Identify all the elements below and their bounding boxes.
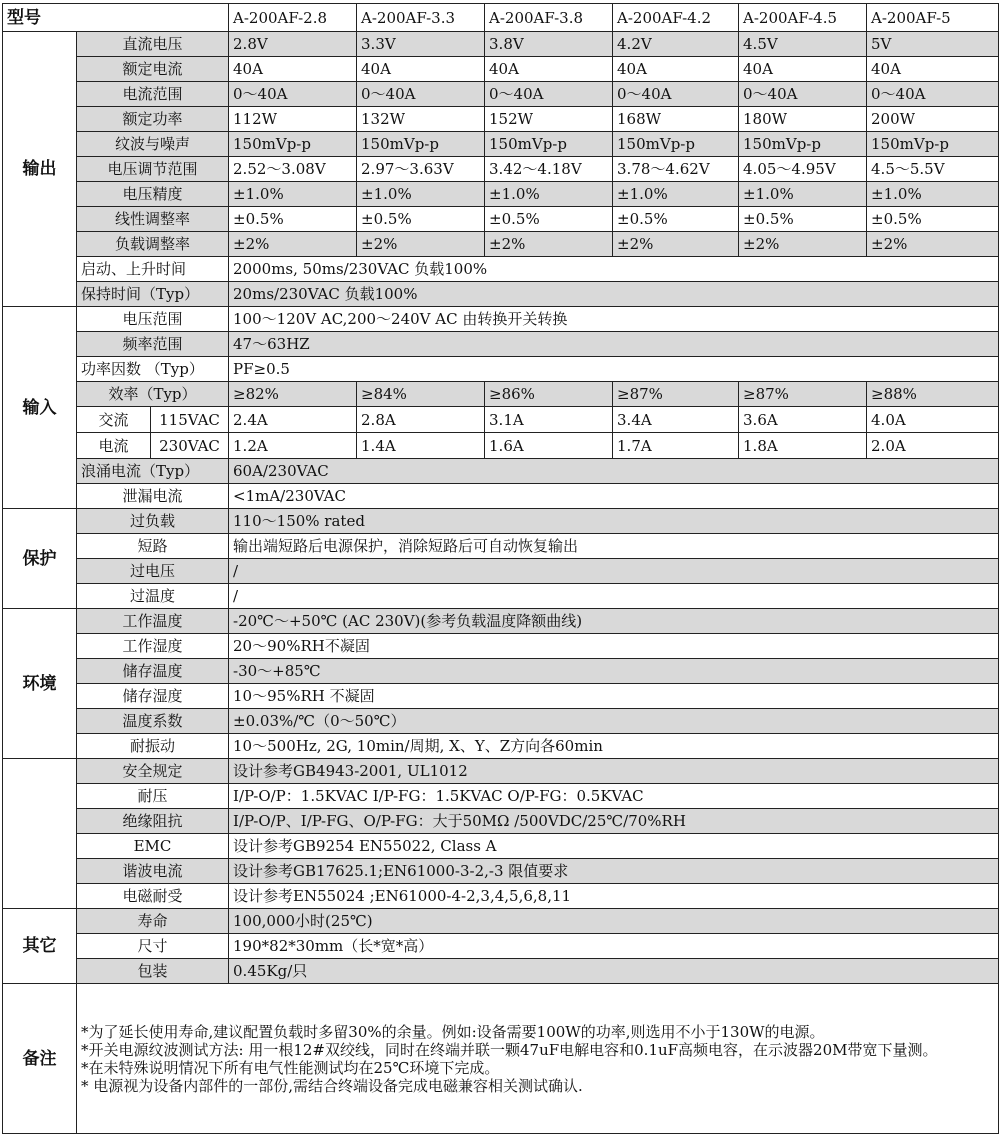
table-row [3,984,999,1134]
value-cell: 40A [357,57,485,82]
value-cell: 设计参考EN55024 ;EN61000-4-2,3,4,5,6,8,11 [229,884,999,909]
table-row [3,634,999,659]
table-row [3,82,999,107]
value-cell: 150mVp-p [867,132,999,157]
model-header: A-200AF-5 [867,4,999,32]
row-label: 交流 [77,407,151,433]
value-cell: 10～500Hz, 2G, 10min/周期, X、Y、Z方向各60min [229,734,999,759]
table-row [3,609,999,634]
value-cell: 2.4A [229,407,357,433]
row-label: 安全规定 [77,759,229,784]
value-cell: 2.0A [867,433,999,459]
row-label: 储存湿度 [77,684,229,709]
model-header: A-200AF-4.5 [739,4,867,32]
table-row [3,32,999,57]
row-label: 230VAC [151,433,229,459]
value-cell: ±1.0% [229,182,357,207]
value-cell: 1.4A [357,433,485,459]
section-label-input: 输入 [3,307,77,509]
row-label: 效率（Typ） [77,382,229,407]
value-cell: I/P-O/P、I/P-FG、O/P-FG：大于50MΩ /500VDC/25℃/70%RH [229,809,999,834]
value-cell: ±0.5% [485,207,613,232]
table-row [3,407,999,433]
table-row [3,509,999,534]
model-header: A-200AF-3.3 [357,4,485,32]
table-row [3,132,999,157]
value-cell: 40A [739,57,867,82]
table-row [3,4,999,32]
value-cell: 0～40A [867,82,999,107]
row-label: 启动、上升时间 [77,257,229,282]
row-label: 过负载 [77,509,229,534]
section-label-protection: 保护 [3,509,77,609]
value-cell: ±2% [739,232,867,257]
value-cell: 100～120V AC,200～240V AC 由转换开关转换 [229,307,999,332]
value-cell: 200W [867,107,999,132]
row-label: 电流 [77,433,151,459]
value-cell: ±2% [613,232,739,257]
value-cell: 1.7A [613,433,739,459]
table-row [3,459,999,484]
value-cell: 40A [229,57,357,82]
value-cell: 40A [867,57,999,82]
value-cell: 5V [867,32,999,57]
table-row [3,759,999,784]
value-cell: 60A/230VAC [229,459,999,484]
row-label: 额定电流 [77,57,229,82]
notes-cell [77,984,999,1134]
table-row [3,909,999,934]
row-label: 寿命 [77,909,229,934]
row-label: 绝缘阻抗 [77,809,229,834]
value-cell: 2.97～3.63V [357,157,485,182]
value-cell: 3.6A [739,407,867,433]
value-cell: PF≥0.5 [229,357,999,382]
spec-table-body [3,4,999,1134]
table-row [3,559,999,584]
value-cell: ≥84% [357,382,485,407]
value-cell: 20～90%RH不凝固 [229,634,999,659]
value-cell: ±1.0% [485,182,613,207]
row-label: 电流范围 [77,82,229,107]
value-cell: 0～40A [613,82,739,107]
value-cell: 150mVp-p [485,132,613,157]
table-row [3,307,999,332]
value-cell: ±0.5% [613,207,739,232]
value-cell: 3.8V [485,32,613,57]
value-cell: 2.8V [229,32,357,57]
table-row [3,484,999,509]
value-cell: 3.3V [357,32,485,57]
value-cell: ±0.5% [867,207,999,232]
value-cell: 3.78～4.62V [613,157,739,182]
table-row [3,959,999,984]
value-cell: 2000ms, 50ms/230VAC 负载100% [229,257,999,282]
value-cell: 3.1A [485,407,613,433]
model-header: A-200AF-2.8 [229,4,357,32]
row-label: 耐振动 [77,734,229,759]
row-label: EMC [77,834,229,859]
row-label: 储存温度 [77,659,229,684]
note-line: *开关电源纹波测试方法: 用一根12#双绞线，同时在终端并联一颗47uF电解电容和0.1uF高频电容，在示波器20M带宽下量测。 [81,1040,938,1059]
value-cell: ±1.0% [867,182,999,207]
value-cell: 20ms/230VAC 负载100% [229,282,999,307]
value-cell: 0～40A [485,82,613,107]
value-cell: ±2% [357,232,485,257]
value-cell: 设计参考GB4943-2001, UL1012 [229,759,999,784]
row-label: 电压范围 [77,307,229,332]
value-cell: -20℃～+50℃ (AC 230V)(参考负载温度降额曲线) [229,609,999,634]
value-cell: 输出端短路后电源保护，消除短路后可自动恢复输出 [229,534,999,559]
value-cell: ±2% [229,232,357,257]
value-cell: 4.2V [613,32,739,57]
value-cell: 3.4A [613,407,739,433]
row-label: 泄漏电流 [77,484,229,509]
row-label: 电磁耐受 [77,884,229,909]
table-row [3,282,999,307]
value-cell: 1.8A [739,433,867,459]
value-cell: 150mVp-p [613,132,739,157]
value-cell: 100,000小时(25℃) [229,909,999,934]
value-cell: ±1.0% [357,182,485,207]
row-label: 电压调节范围 [77,157,229,182]
table-row [3,809,999,834]
value-cell: 168W [613,107,739,132]
value-cell: 10～95%RH 不凝固 [229,684,999,709]
value-cell: 0～40A [229,82,357,107]
value-cell: ≥82% [229,382,357,407]
value-cell: 2.52～3.08V [229,157,357,182]
table-row [3,834,999,859]
row-label: 包装 [77,959,229,984]
table-row [3,157,999,182]
row-label: 过温度 [77,584,229,609]
spec-table [2,3,999,1134]
value-cell: ≥87% [739,382,867,407]
section-label-other: 其它 [3,909,77,984]
value-cell: / [229,559,999,584]
value-cell: ±1.0% [613,182,739,207]
section-label-output: 输出 [3,32,77,307]
table-row [3,107,999,132]
note-line: *为了延长使用寿命,建议配置负载时多留30%的余量。例如:设备需要100W的功率,则选用不小于130W的电源。 [81,1022,825,1041]
table-row [3,884,999,909]
value-cell: 110～150% rated [229,509,999,534]
value-cell: 40A [485,57,613,82]
value-cell: I/P-O/P：1.5KVAC I/P-FG：1.5KVAC O/P-FG：0.5KVAC [229,784,999,809]
row-label: 温度系数 [77,709,229,734]
value-cell: <1mA/230VAC [229,484,999,509]
table-row [3,684,999,709]
value-cell: 150mVp-p [229,132,357,157]
table-row [3,57,999,82]
model-header: A-200AF-3.8 [485,4,613,32]
row-label: 谐波电流 [77,859,229,884]
value-cell: ±0.5% [229,207,357,232]
value-cell: 0～40A [357,82,485,107]
row-label: 工作温度 [77,609,229,634]
row-label: 直流电压 [77,32,229,57]
value-cell: 150mVp-p [739,132,867,157]
model-header: A-200AF-4.2 [613,4,739,32]
row-label: 电压精度 [77,182,229,207]
table-row [3,257,999,282]
value-cell: 设计参考GB9254 EN55022, Class A [229,834,999,859]
note-line: *在未特殊说明情况下所有电气性能测试均在25℃环境下完成。 [81,1058,500,1077]
value-cell: ±0.03%/℃（0～50℃） [229,709,999,734]
row-label: 线性调整率 [77,207,229,232]
value-cell: 设计参考GB17625.1;EN61000-3-2,-3 限值要求 [229,859,999,884]
value-cell: 4.5～5.5V [867,157,999,182]
value-cell: 190*82*30mm（长*宽*高） [229,934,999,959]
table-row [3,232,999,257]
row-label: 频率范围 [77,332,229,357]
row-label: 纹波与噪声 [77,132,229,157]
value-cell: ±0.5% [739,207,867,232]
value-cell: ±2% [867,232,999,257]
value-cell: ≥88% [867,382,999,407]
value-cell: 132W [357,107,485,132]
value-cell: 47～63HZ [229,332,999,357]
value-cell: ≥86% [485,382,613,407]
value-cell: 0～40A [739,82,867,107]
value-cell: -30～+85℃ [229,659,999,684]
row-label: 过电压 [77,559,229,584]
table-row [3,534,999,559]
row-label: 保持时间（Typ） [77,282,229,307]
value-cell: 4.05～4.95V [739,157,867,182]
table-row [3,734,999,759]
section-label-safety [3,759,77,909]
value-cell: 1.2A [229,433,357,459]
section-label-notes: 备注 [3,984,77,1134]
value-cell: ≥87% [613,382,739,407]
table-row [3,357,999,382]
value-cell: 180W [739,107,867,132]
value-cell: 112W [229,107,357,132]
section-label-environment: 环境 [3,609,77,759]
row-label: 短路 [77,534,229,559]
value-cell: ±2% [485,232,613,257]
row-label: 工作湿度 [77,634,229,659]
row-label: 负载调整率 [77,232,229,257]
note-line: * 电源视为设备内部件的一部份,需结合终端设备完成电磁兼容相关测试确认. [81,1076,583,1095]
table-row [3,784,999,809]
table-row [3,659,999,684]
value-cell: 3.42～4.18V [485,157,613,182]
table-row [3,182,999,207]
value-cell: 4.0A [867,407,999,433]
value-cell: ±0.5% [357,207,485,232]
table-row [3,382,999,407]
row-label: 浪涌电流（Typ） [77,459,229,484]
row-label: 功率因数 （Typ） [77,357,229,382]
table-row [3,709,999,734]
value-cell: 152W [485,107,613,132]
value-cell: 150mVp-p [357,132,485,157]
value-cell: 4.5V [739,32,867,57]
header-title: 型号 [3,4,229,32]
row-label: 额定功率 [77,107,229,132]
table-row [3,207,999,232]
table-row [3,332,999,357]
value-cell: ±1.0% [739,182,867,207]
row-label: 尺寸 [77,934,229,959]
value-cell: / [229,584,999,609]
value-cell: 2.8A [357,407,485,433]
table-row [3,934,999,959]
value-cell: 1.6A [485,433,613,459]
row-label: 115VAC [151,407,229,433]
table-row [3,433,999,459]
row-label: 耐压 [77,784,229,809]
table-row [3,584,999,609]
value-cell: 40A [613,57,739,82]
table-row [3,859,999,884]
value-cell: 0.45Kg/只 [229,959,999,984]
